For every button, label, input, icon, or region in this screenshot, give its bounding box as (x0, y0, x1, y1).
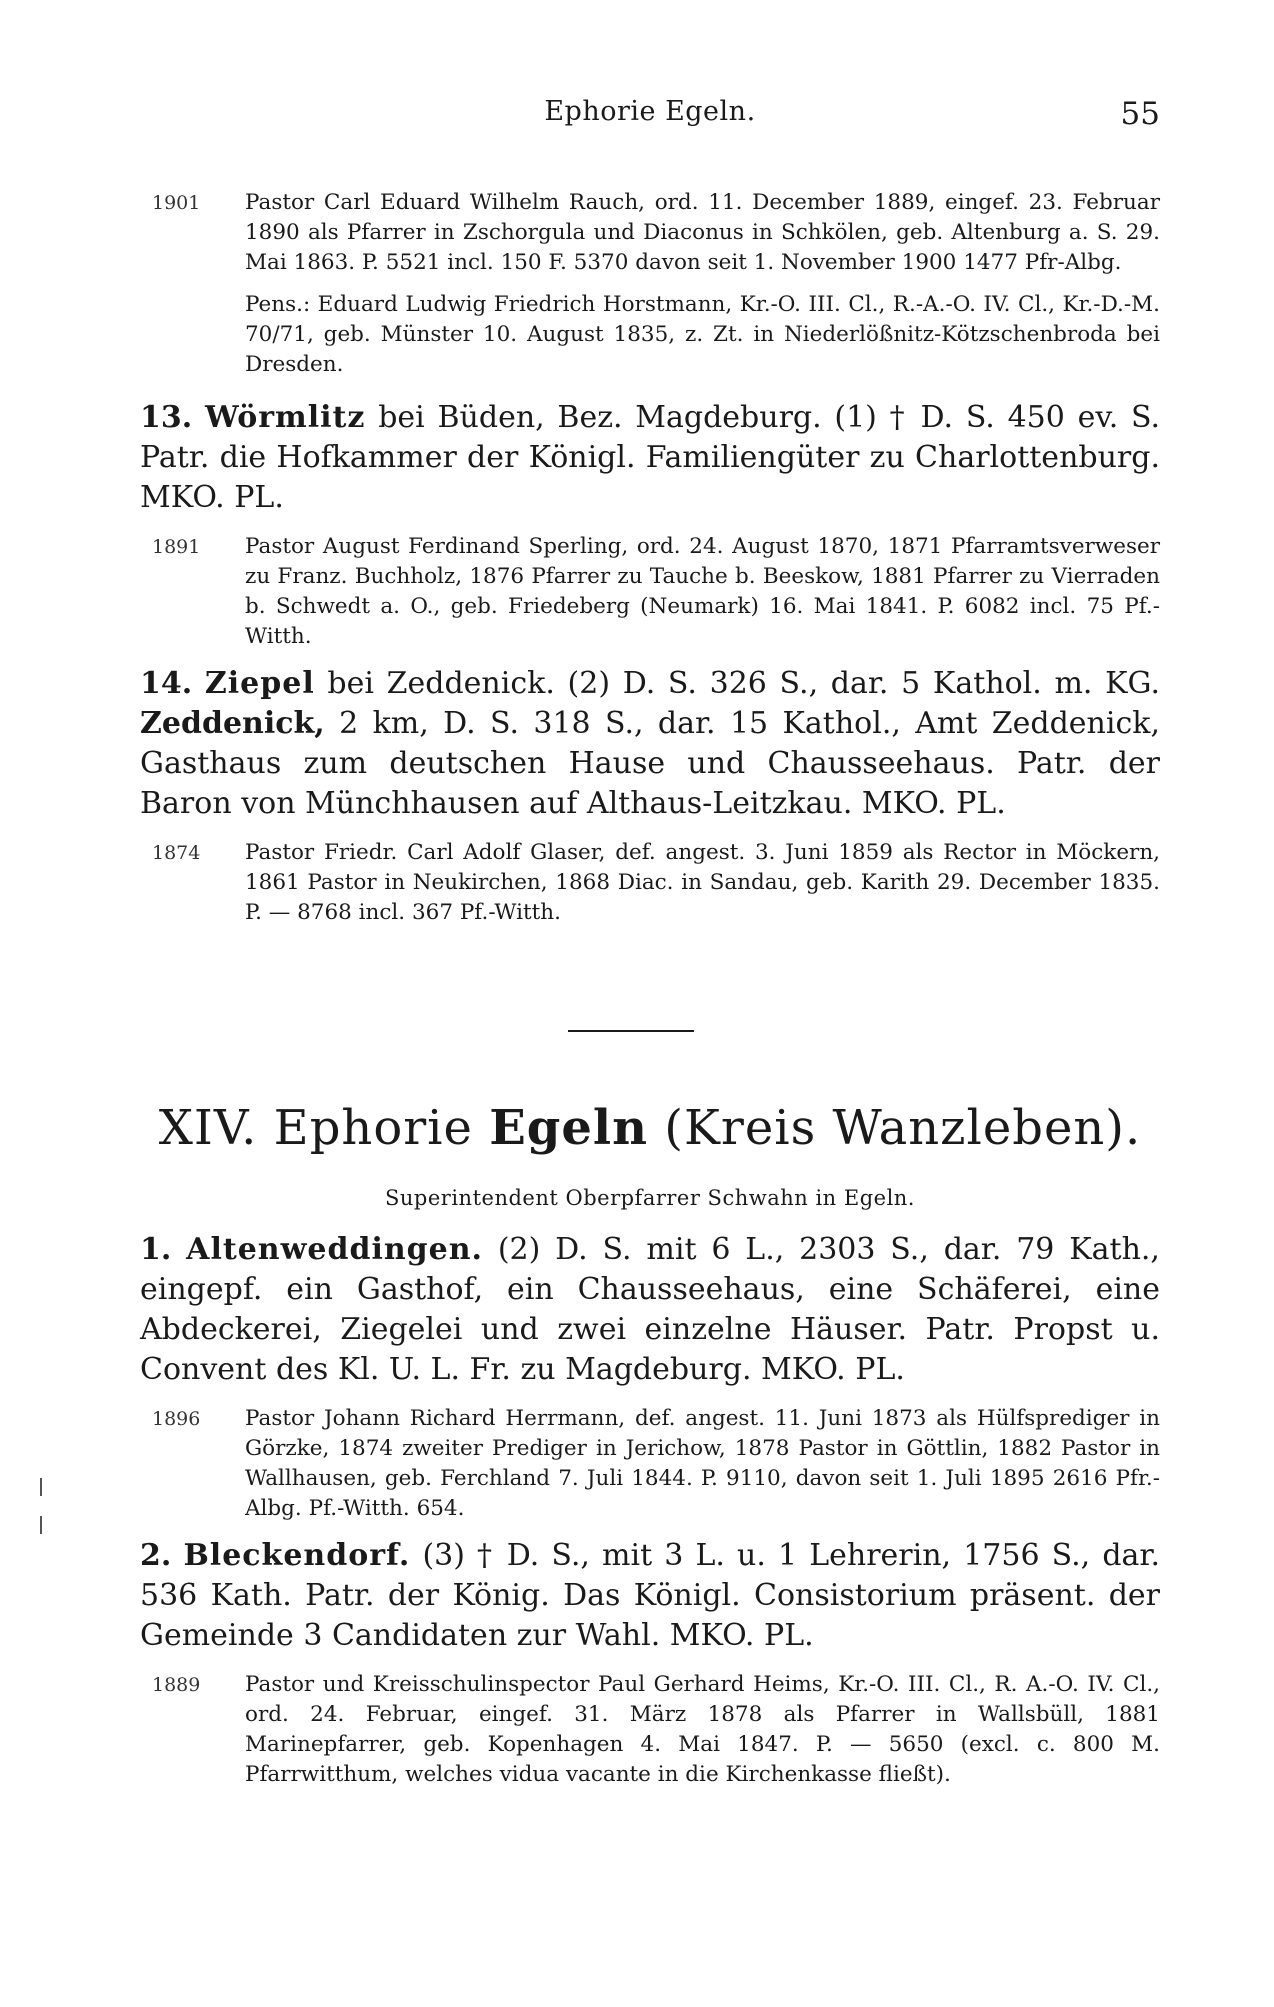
upper-section (140, 188, 1160, 940)
parish-name: Ziepel (204, 666, 315, 701)
superintendent-line: Superintendent Oberpfarrer Schwahn in Egeln. (385, 1186, 915, 1210)
entry-year: 1891 (152, 536, 201, 558)
parish-name: Altenweddingen. (186, 1232, 483, 1267)
running-head: Ephorie Egeln. (544, 96, 756, 127)
lower-section (140, 1230, 1160, 1802)
page-header (140, 96, 1160, 136)
parish-description: bei Büden, Bez. Magdeburg. (1) † D. S. 450 ev. S. Patr. die Hofkammer der Königl. Familiengüter zu Charlottenburg. MKO. PL. (140, 400, 1160, 515)
entry-year: 1896 (152, 1408, 201, 1430)
margin-mark (40, 1516, 42, 1534)
chapter-title-district: (Kreis Wanzleben). (664, 1100, 1142, 1156)
parish-14 (140, 664, 1160, 824)
parish-number: 2. (140, 1538, 172, 1573)
entry-year: 1901 (152, 192, 201, 214)
pastor-entry-1889 (140, 1670, 1160, 1790)
parish-1 (140, 1230, 1160, 1390)
entry-text: Pastor August Ferdinand Sperling, ord. 24. August 1870, 1871 Pfarramtsverweser zu Franz. Buchholz, 1876 Pfarrer zu Tauche b. Beeskow, 1881 Pfarrer zu Vierraden b. Schwedt a. O., geb. Friedeberg (Neumark) 16. Mai 1841. P. 6082 incl. 75 Pf.-Witth. (245, 534, 1160, 649)
pension-text: Pens.: Eduard Ludwig Friedrich Horstmann, Kr.-O. III. Cl., R.-A.-O. IV. Cl., Kr.-D.-M. 70/71, geb. Münster 10. August 1835, z. Zt. in Niederlößnitz-Kötzschenbroda bei Dresden. (245, 292, 1160, 377)
parish-13 (140, 398, 1160, 518)
parish-description: bei Zeddenick. (2) D. S. 326 S., dar. 5 Kathol. m. KG. (327, 666, 1160, 701)
entry-text: Pastor Friedr. Carl Adolf Glaser, def. angest. 3. Juni 1859 als Rector in Möckern, 1861 Pastor in Neukirchen, 1868 Diac. in Sandau, geb. Karith 29. December 1835. P. — 8768 incl. 367 Pf.-Witth. (245, 840, 1160, 925)
parish-description: (2) D. S. mit 6 L., 2303 S., dar. 79 Kath., eingepf. ein Gasthof, ein Chausseehaus, eine Schäferei, eine Abdeckerei, Ziegelei und zwei einzelne Häuser. Patr. Propst u. Convent des Kl. U. L. Fr. zu Magdeburg. MKO. PL. (140, 1232, 1160, 1387)
pastor-entry-1896 (140, 1404, 1160, 1524)
chapter-title-place: Egeln (489, 1100, 649, 1156)
entry-year: 1889 (152, 1674, 201, 1696)
parish-number: 1. (140, 1232, 172, 1267)
margin-mark (40, 1478, 42, 1496)
entry-year: 1874 (152, 842, 201, 864)
parish-description-cont: 2 km, D. S. 318 S., dar. 15 Kathol., Amt Zeddenick, Gasthaus zum deutschen Hause und Chausseehaus. Patr. der Baron von Münchhausen auf Althaus-Leitzkau. MKO. PL. (140, 706, 1160, 821)
pension-note (140, 290, 1160, 380)
pastor-entry-1891 (140, 532, 1160, 652)
entry-text: Pastor und Kreisschulinspector Paul Gerhard Heims, Kr.-O. III. Cl., R. A.-O. IV. Cl., ord. 24. Februar, eingef. 31. März 1878 als Pfarrer in Wallsbüll, 1881 Marinepfarrer, geb. Kopenhagen 4. Mai 1847. P. — 5650 (excl. c. 800 M. Pfarrwitthum, welches vidua vacante in die Kirchenkasse fließt). (245, 1672, 1160, 1787)
page-number: 55 (1120, 96, 1160, 132)
parish-name: Wörmlitz (204, 400, 366, 435)
entry-text: Pastor Carl Eduard Wilhelm Rauch, ord. 11. December 1889, eingef. 23. Februar 1890 als Pfarrer in Zschorgula und Diaconus in Schkölen, geb. Altenburg a. S. 29. Mai 1863. P. 5521 incl. 150 F. 5370 davon seit 1. November 1900 1477 Pfr-Albg. (245, 190, 1160, 275)
chapter-title-part: XIV. Ephorie (158, 1100, 473, 1156)
subsidiary-name: Zeddenick, (140, 706, 325, 741)
parish-description: (3) † D. S., mit 3 L. u. 1 Lehrerin, 1756 S., dar. 536 Kath. Patr. der König. Das Königl. Consistorium präsent. der Gemeinde 3 Candidaten zur Wahl. MKO. PL. (140, 1538, 1160, 1653)
pastor-entry-1874 (140, 838, 1160, 928)
chapter-title (140, 1100, 1160, 1156)
section-divider (568, 1030, 694, 1032)
parish-number: 13. (140, 400, 193, 435)
entry-text: Pastor Johann Richard Herrmann, def. angest. 11. Juni 1873 als Hülfsprediger in Görzke, 1874 zweiter Prediger in Jerichow, 1878 Pastor in Göttlin, 1882 Pastor in Wallhausen, geb. Ferchland 7. Juli 1844. P. 9110, davon seit 1. Juli 1895 2616 Pfr.-Albg. Pf.-Witth. 654. (245, 1406, 1160, 1521)
parish-number: 14. (140, 666, 193, 701)
pastor-entry-1901 (140, 188, 1160, 278)
parish-2 (140, 1536, 1160, 1656)
parish-name: Bleckendorf. (183, 1538, 411, 1573)
